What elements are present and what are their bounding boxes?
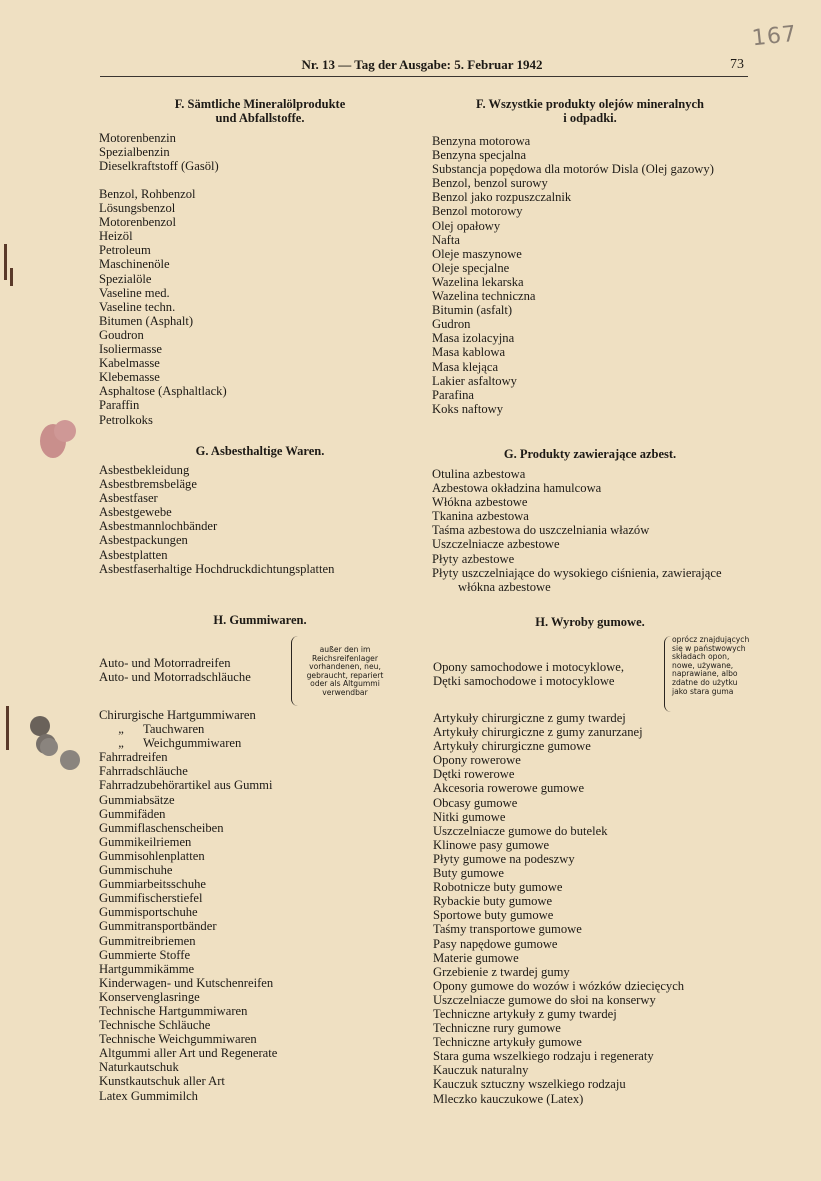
list-item: Lösungsbenzol [99, 201, 176, 216]
list-item: Asphaltose (Asphaltlack) [99, 384, 227, 399]
list-item: Gummisportschuhe [99, 905, 198, 920]
brace-note-de: außer den im Reichsreifenlager vorhandenen, neu, gebraucht, repariert oder als Altgummi verwendbar [306, 645, 384, 697]
list-item: Asbestfaser [99, 491, 158, 506]
list-item: Maschinenöle [99, 257, 170, 272]
handwritten-page-number: 167 [750, 21, 799, 52]
list-g-pl [432, 467, 748, 594]
list-f-pl [432, 134, 748, 416]
list-item: Vaseline techn. [99, 299, 176, 314]
list-item: Rybackie buty gumowe [433, 894, 553, 909]
list-item: Pasy napędowe gumowe [433, 936, 558, 951]
list-item: Gummifäden [99, 806, 166, 821]
list-item: Gummitreibriemen [99, 933, 196, 948]
list-item: Oleje specjalne [432, 260, 510, 275]
list-item: Benzol, benzol surowy [432, 176, 548, 191]
list-item-text: Weichgummiwaren [143, 736, 242, 751]
list-item: Fahrradreifen [99, 750, 168, 765]
list-g-de [99, 463, 334, 576]
list-item: Kauczuk naturalny [433, 1063, 529, 1078]
list-item: Taśma azbestowa do uszczelniania włazów [432, 523, 650, 538]
list-item: Nitki gumowe [433, 809, 506, 824]
list-item: Technische Weichgummiwaren [99, 1032, 257, 1047]
list-item: Taśmy transportowe gumowe [433, 922, 582, 937]
list-item: Altgummi aller Art und Regenerate [99, 1046, 278, 1061]
list-item: Opony samochodowe i motocyklowe, [433, 660, 624, 674]
brace-de [291, 636, 298, 706]
list-item: Konservenglasringe [99, 989, 200, 1004]
list-item: Gummisohlenplatten [99, 848, 205, 863]
list-item: Artykuły chirurgiczne z gumy twardej [433, 711, 626, 725]
list-item: Klebemasse [99, 370, 160, 385]
section-title-h-pl: H. Wyroby gumowe. [535, 615, 645, 629]
list-item: Gummikeilriemen [99, 834, 192, 849]
list-item: Kinderwagen- und Kutschenreifen [99, 975, 274, 990]
list-item: Materie gumowe [433, 950, 519, 965]
ditto-mark: „ [118, 736, 124, 751]
list-item: Gummiabsätze [99, 792, 175, 807]
list-item: Artykuły chirurgiczne z gumy zanurzanej [433, 725, 643, 740]
list-item: Chirurgische Hartgummiwaren [99, 708, 256, 722]
list-item: Dętki samochodowe i motocyklowe [433, 674, 615, 689]
list-item: Spezialöle [99, 271, 152, 286]
ditto-mark: „ [118, 722, 124, 737]
margin-mark [6, 706, 9, 750]
list-item: Motorenbenzol [99, 215, 176, 230]
list-item: Technische Schläuche [99, 1018, 211, 1033]
list-item: Otulina azbestowa [432, 467, 526, 481]
list-item: Asbestbremsbeläge [99, 477, 197, 492]
list-item-text: Tauchwaren [143, 722, 205, 737]
list-item: Gummiflaschenscheiben [99, 820, 224, 835]
list-item: Gummiarbeitsschuhe [99, 877, 207, 892]
list-item: Hartgummikämme [99, 961, 195, 976]
list-item: Asbestfaserhaltige Hochdruckdichtungsplatten [99, 561, 335, 576]
list-item: Kauczuk sztuczny wszelkiego rodzaju [433, 1077, 626, 1092]
list-item: Naturkautschuk [99, 1060, 179, 1075]
section-title-h-de: H. Gummiwaren. [213, 613, 307, 627]
list-item: Asbestbekleidung [99, 463, 190, 477]
list-item: Bitumin (asfalt) [432, 303, 513, 318]
section-title-g-de: G. Asbesthaltige Waren. [195, 444, 325, 458]
list-item: Płyty azbestowe [432, 551, 515, 566]
list-item: Masa izolacyjna [432, 331, 515, 346]
list-item: Techniczne rury gumowe [433, 1021, 561, 1036]
list-item: Motorenbenzin [99, 131, 176, 145]
header-rule [100, 76, 748, 77]
margin-mark [10, 268, 13, 286]
list-item: Mleczko kauczukowe (Latex) [433, 1091, 584, 1106]
list-item: Fahrradschläuche [99, 764, 188, 779]
list-item: Petroleum [99, 243, 151, 258]
list-item: Wazelina lekarska [432, 274, 524, 289]
list-item: Asbestmannlochbänder [99, 519, 218, 534]
list-item: Benzyna specjalna [432, 148, 527, 163]
brace-pl [664, 636, 671, 712]
list-item: Paraffin [99, 398, 140, 413]
list-item: Gummifischerstiefel [99, 891, 203, 906]
list-h-pl [433, 711, 684, 1106]
list-item: Vaseline med. [99, 285, 170, 300]
margin-mark [4, 244, 7, 280]
list-item: Gummischuhe [99, 863, 173, 878]
list-item: Kabelmasse [99, 356, 160, 371]
list-item: Asbestplatten [99, 547, 168, 562]
list-item: Goudron [99, 327, 144, 342]
list-item: Grzebienie z twardej gumy [433, 964, 570, 979]
list-item: Benzol jako rozpuszczalnik [432, 190, 572, 205]
list-item: Kunstkautschuk aller Art [99, 1074, 225, 1089]
list-item: Lakier asfaltowy [432, 373, 517, 388]
list-item: Heizöl [99, 229, 133, 244]
list-item: Płyty gumowe na podeszwy [433, 851, 575, 866]
list-item: Uszczelniacze azbestowe [432, 537, 560, 552]
list-item: Stara guma wszelkiego rodzaju i regeneraty [433, 1049, 654, 1064]
list-f-de-1 [99, 131, 219, 173]
list-item: Akcesoria rowerowe gumowe [433, 781, 585, 796]
list-item: Masa klejąca [432, 359, 499, 374]
section-title-f-pl: F. Wszystkie produkty olejów mineralnych i odpadki. [476, 97, 704, 125]
list-item: Opony rowerowe [433, 753, 521, 768]
list-item: Benzol, Rohbenzol [99, 187, 196, 201]
list-f-de-2 [99, 187, 227, 427]
list-item: Gummitransportbänder [99, 919, 217, 934]
brace-note-pl: oprócz znajdujących się w państwowych składach opon, nowe, używane, naprawiane, albo zdatne do użytku jako stara guma [672, 635, 750, 696]
list-item [99, 722, 277, 736]
stain-mark [54, 420, 76, 442]
punch-hole [40, 738, 58, 756]
list-item: Auto- und Motorradschläuche [99, 670, 251, 685]
list-item: Olej opałowy [432, 218, 501, 233]
punch-hole [30, 716, 50, 736]
list-item: Buty gumowe [433, 866, 505, 881]
list-item: Włókna azbestowe [432, 495, 528, 510]
list-item: Asbestpackungen [99, 533, 188, 548]
list-item: Oleje maszynowe [432, 246, 522, 261]
brace-list-h-pl [433, 660, 624, 688]
list-item: Benzyna motorowa [432, 134, 531, 148]
list-item: Dętki rowerowe [433, 767, 515, 782]
page-header [100, 57, 744, 73]
list-item: Opony gumowe do wozów i wózków dziecięcych [433, 978, 685, 993]
list-item: Wazelina techniczna [432, 289, 536, 304]
list-item: Sportowe buty gumowe [433, 908, 554, 923]
list-item: Latex Gummimilch [99, 1088, 198, 1103]
list-item: Techniczne artykuły gumowe [433, 1035, 582, 1050]
list-item: Parafina [432, 387, 474, 402]
list-item: Nafta [432, 232, 460, 247]
list-item: Asbestgewebe [99, 505, 172, 520]
section-title-f-de: F. Sämtliche Mineralölprodukte und Abfallstoffe. [174, 97, 346, 125]
brace-list-h-de [99, 656, 251, 684]
list-item: Azbestowa okładzina hamulcowa [432, 481, 602, 496]
list-item: Uszczelniacze gumowe do słoi na konserwy [433, 992, 656, 1007]
list-item: Gudron [432, 317, 471, 332]
list-item: Tkanina azbestowa [432, 509, 529, 524]
list-h-de [99, 708, 277, 1103]
list-item: Koks naftowy [432, 401, 504, 416]
punch-hole [60, 750, 80, 770]
list-item: Uszczelniacze gumowe do butelek [433, 823, 608, 838]
list-item: Robotnicze buty gumowe [433, 880, 563, 895]
list-item: Spezialbenzin [99, 145, 170, 160]
list-item: Petrolkoks [99, 412, 153, 427]
list-item: Dieselkraftstoff (Gasöl) [99, 159, 219, 174]
list-item: Obcasy gumowe [433, 795, 518, 810]
list-item: Substancja popędowa dla motorów Disla (Olej gazowy) [432, 162, 714, 177]
header-title: Nr. 13 — Tag der Ausgabe: 5. Februar 1942 [301, 57, 543, 72]
list-item [99, 736, 277, 750]
page-number: 73 [730, 57, 744, 72]
list-item: Bitumen (Asphalt) [99, 313, 194, 328]
list-item: Benzol motorowy [432, 204, 523, 219]
list-item: Gummierte Stoffe [99, 947, 191, 962]
list-item: Klinowe pasy gumowe [433, 837, 550, 852]
list-item: Artykuły chirurgiczne gumowe [433, 739, 591, 754]
list-item: Masa kablowa [432, 345, 506, 360]
list-item: Isoliermasse [99, 342, 162, 357]
list-item: Technische Hartgummiwaren [99, 1003, 248, 1018]
list-item: Auto- und Motorradreifen [99, 656, 231, 670]
list-item: Fahrradzubehörartikel aus Gummi [99, 778, 273, 793]
list-item: Techniczne artykuły z gumy twardej [433, 1006, 617, 1021]
list-item: Płyty uszczelniające do wysokiego ciśnienia, zawierające włókna azbestowe [432, 565, 722, 594]
section-title-g-pl: G. Produkty zawierające azbest. [503, 447, 677, 461]
